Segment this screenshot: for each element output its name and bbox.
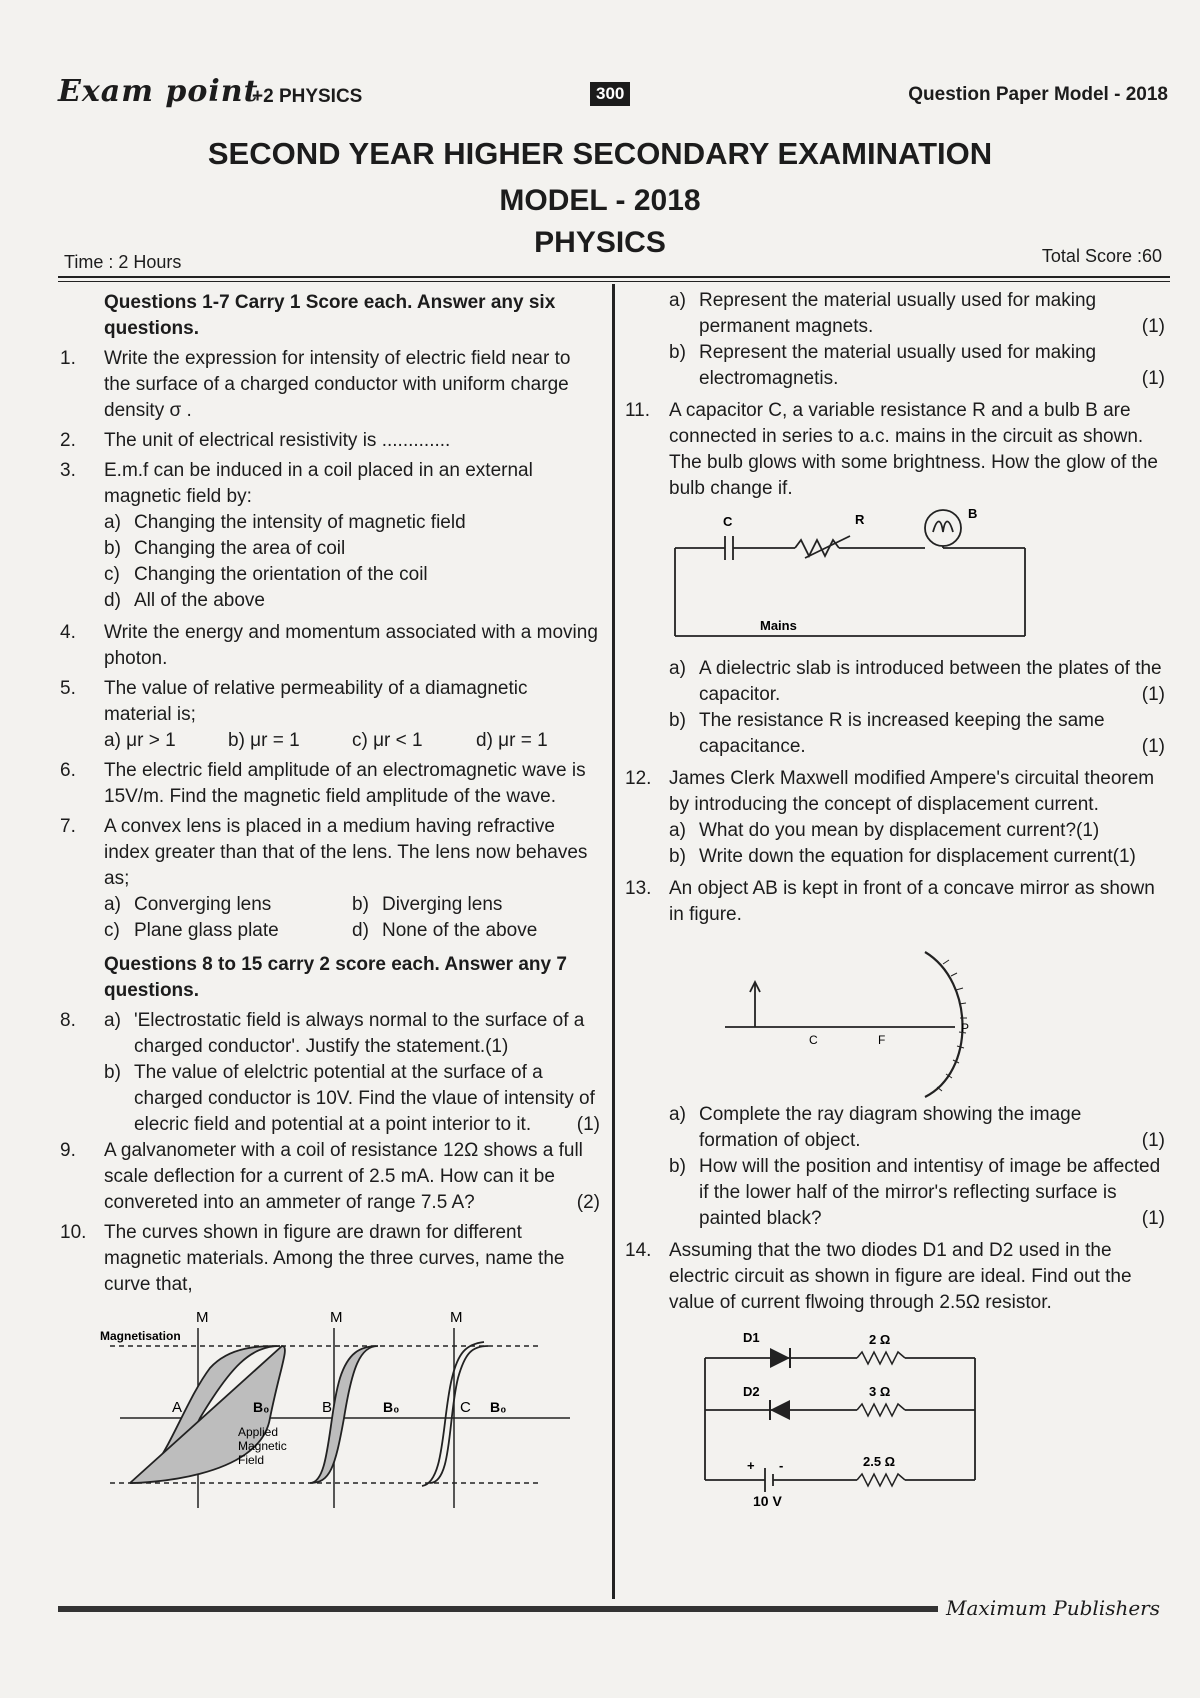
subject-label: +2 PHYSICS (252, 86, 363, 107)
right-column (625, 288, 1165, 1510)
applied-label: Applied (238, 1425, 279, 1439)
m-label-b: M (330, 1309, 343, 1326)
question-text: Write the expression for intensity of electric field near to the surface of a charged conductor with uniform charge density σ . (104, 348, 571, 421)
question-number: 5. (60, 678, 76, 699)
part-text: Write down the equation for displacement current(1) (699, 846, 1136, 867)
time-label: Time : 2 Hours (64, 252, 182, 272)
question-4 (60, 620, 600, 672)
option-b: b) μr = 1 (228, 730, 300, 751)
question-number: 9. (60, 1140, 76, 1161)
score: (1) (1141, 316, 1165, 337)
question-text: A capacitor C, a variable resistance R and a bulb B are connected in series to a.c. mains in the circuit as shown. The bulb glows with some brightness. How the glow of the bulb change if. (669, 400, 1158, 499)
q12-part-a: a) What do you mean by displacement current?(1) (669, 818, 1165, 844)
part-text: How will the position and intentisy of image be affected if the lower half of the mirror's reflecting surface is painted black? (699, 1156, 1161, 1229)
question-text: The unit of electrical resistivity is ............. (104, 430, 451, 451)
part-a: a) 'Electrostatic field is always normal to the surface of a charged conductor'. Justify the statement.(1) (104, 1008, 600, 1060)
option-c: c) Plane glass plate (104, 918, 352, 944)
part-text: Complete the ray diagram showing the image formation of object. (699, 1104, 1082, 1151)
q10-part-b: b) Represent the material usually used for making electromagnetis. (1) (669, 340, 1165, 392)
centre-label: C (809, 1033, 818, 1047)
magnetisation-label: Magnetisation (100, 1329, 181, 1343)
brand-logo: Exam point (58, 74, 259, 109)
option-text: Converging lens (134, 894, 272, 915)
part-text: The resistance R is increased keeping the same capacitance. (699, 710, 1105, 757)
plus-label: + (747, 1458, 755, 1473)
part-text: Represent the material usually used for making electromagnetis. (699, 342, 1097, 389)
footer-bar (58, 1606, 938, 1612)
part-text: 'Electrostatic field is always normal to the surface of a charged conductor'. Justify the statement.(1) (134, 1010, 585, 1057)
question-1 (60, 346, 600, 424)
question-number: 10. (60, 1222, 87, 1243)
question-number: 7. (60, 816, 76, 837)
question-6 (60, 758, 600, 810)
question-text: The curves shown in figure are drawn for different magnetic materials. Among the three curves, name the curve that, (104, 1222, 565, 1295)
option-a: a) μr > 1 (104, 730, 176, 751)
question-number: 1. (60, 348, 76, 369)
diode-d1 (770, 1348, 790, 1368)
diode-circuit-figure (625, 1320, 1165, 1510)
publisher-label: Maximum Publishers (946, 1596, 1160, 1620)
question-number: 13. (625, 878, 652, 899)
exam-title: SECOND YEAR HIGHER SECONDARY EXAMINATION (207, 136, 993, 171)
b0-label-b: B₀ (383, 1399, 400, 1415)
r1-label: 2 Ω (869, 1332, 891, 1347)
focus-label: F (878, 1033, 886, 1047)
question-2 (60, 428, 600, 454)
option-d: d) All of the above (104, 588, 600, 614)
question-9 (60, 1138, 600, 1216)
r3-label: 2.5 Ω (863, 1454, 896, 1469)
question-7-options (104, 892, 600, 944)
m-label-a: M (196, 1309, 209, 1326)
d1-label: D1 (743, 1330, 760, 1345)
curve-label-c: C (460, 1399, 471, 1416)
section-heading-2: Questions 8 to 15 carry 2 score each. Answer any 7 questions. (104, 954, 567, 1001)
option-d: d) μr = 1 (476, 730, 548, 751)
question-11 (625, 398, 1165, 502)
question-text: Assuming that the two diodes D1 and D2 used in the electric circuit as shown in figure are ideal. Find out the value of current flwoing through 2.5Ω resistor. (669, 1240, 1132, 1313)
concave-mirror (925, 952, 963, 1097)
option-text: Changing the orientation of the coil (134, 564, 428, 585)
part-text: The value of elelctric potential at the surface of a charged conductor is 10V. Find the vlaue of intensity of elecric field and potential at a point interior to it. (134, 1062, 595, 1135)
option-c: c) μr < 1 (352, 730, 423, 751)
q10-part-a: a) Represent the material usually used for making permanent magnets. (1) (669, 288, 1165, 340)
model-year: MODEL - 2018 (499, 184, 701, 217)
curve-b (310, 1346, 378, 1483)
question-number: 11. (625, 400, 651, 421)
curve-label-a: A (172, 1399, 183, 1416)
total-score-label: Total Score :60 (1041, 246, 1162, 266)
question-number: 8. (60, 1010, 76, 1031)
option-b: b) Changing the area of coil (104, 536, 600, 562)
minus-label: - (779, 1458, 784, 1473)
m-label-c: M (450, 1309, 463, 1326)
question-text: The electric field amplitude of an electromagnetic wave is 15V/m. Find the magnetic field amplitude of the wave. (104, 760, 586, 807)
field-label: Field (238, 1453, 265, 1467)
resistor-label: R (855, 512, 865, 527)
q13-part-a: a) Complete the ray diagram showing the image formation of object. (1) (669, 1102, 1165, 1154)
paper-model-label: Question Paper Model - 2018 (908, 84, 1168, 105)
question-5-options (104, 728, 600, 754)
page-number: 300 (590, 82, 630, 106)
q11-part-b: b) The resistance R is increased keeping the same capacitance. (1) (669, 708, 1165, 760)
question-number: 6. (60, 760, 76, 781)
hysteresis-figure (60, 1308, 600, 1523)
part-text: What do you mean by displacement current?(1) (699, 820, 1100, 841)
score: (1) (1141, 736, 1165, 757)
question-10 (60, 1220, 600, 1298)
score: (1) (1141, 684, 1165, 705)
option-a: a) Converging lens (104, 892, 352, 918)
part-b: b) The value of elelctric potential at the surface of a charged conductor is 10V. Find the vlaue of intensity of elecric field and potential at a point interior to it. (1) (104, 1060, 600, 1138)
option-a: a) Changing the intensity of magnetic field (104, 510, 600, 536)
question-text: A convex lens is placed in a medium having refractive index greater than that of the lens. The lens now behaves as; (104, 816, 588, 889)
q11-part-a: a) A dielectric slab is introduced between the plates of the capacitor. (1) (669, 656, 1165, 708)
header-divider-thin (58, 281, 1170, 282)
question-7 (60, 814, 600, 892)
capacitor-label: C (723, 514, 733, 529)
option-text: Changing the area of coil (134, 538, 346, 559)
rc-circuit-figure (625, 506, 1165, 656)
score: (1) (1141, 1130, 1165, 1151)
option-text: Plane glass plate (134, 920, 279, 941)
option-text: Changing the intensity of magnetic field (134, 512, 466, 533)
option-c: c) Changing the orientation of the coil (104, 562, 600, 588)
option-text: Diverging lens (382, 894, 503, 915)
score: (2) (576, 1192, 600, 1213)
left-column (60, 290, 600, 1523)
part-text: Represent the material usually used for making permanent magnets. (699, 290, 1097, 337)
question-number: 12. (625, 768, 652, 789)
question-number: 14. (625, 1240, 652, 1261)
question-text: An object AB is kept in front of a concave mirror as shown in figure. (669, 878, 1155, 925)
question-text: Write the energy and momentum associated with a moving photon. (104, 622, 598, 669)
option-b: b) Diverging lens (352, 892, 600, 918)
d2-label: D2 (743, 1384, 760, 1399)
question-14 (625, 1238, 1165, 1316)
magnetic-label: Magnetic (238, 1439, 287, 1453)
question-number: 2. (60, 430, 76, 451)
question-text: A galvanometer with a coil of resistance 12Ω shows a full scale deflection for a current of 2.5 mA. How can it be convereted into an ammeter of range 7.5 A? (104, 1140, 583, 1213)
question-text: E.m.f can be induced in a coil placed in an external magnetic field by: (104, 460, 533, 507)
section-heading-1: Questions 1-7 Carry 1 Score each. Answer any six questions. (104, 292, 556, 339)
question-number: 3. (60, 460, 76, 481)
question-number: 4. (60, 622, 76, 643)
voltage-label: 10 V (753, 1493, 782, 1509)
mains-label: Mains (760, 618, 797, 633)
header-divider (58, 276, 1170, 278)
b0-label-a: B₀ (253, 1399, 270, 1415)
option-d: d) None of the above (352, 918, 600, 944)
score: (1) (576, 1114, 600, 1135)
bulb-label: B (968, 506, 978, 521)
question-3 (60, 458, 600, 510)
q12-part-b: b) Write down the equation for displacement current(1) (669, 844, 1165, 870)
diode-d2 (770, 1400, 790, 1420)
option-text: All of the above (134, 590, 265, 611)
score: (1) (1141, 368, 1165, 389)
part-text: A dielectric slab is introduced between the plates of the capacitor. (699, 658, 1162, 705)
subject-title: PHYSICS (534, 226, 666, 259)
score: (1) (1141, 1208, 1165, 1229)
option-text: None of the above (382, 920, 538, 941)
variable-arrow (805, 536, 850, 558)
resistor-r (795, 540, 839, 556)
question-13 (625, 876, 1165, 928)
question-5 (60, 676, 600, 728)
question-text: James Clerk Maxwell modified Ampere's circuital theorem by introducing the concept of displacement current. (669, 768, 1155, 815)
concave-mirror-figure (625, 932, 1165, 1102)
b0-label-c: B₀ (490, 1399, 507, 1415)
q13-part-b: b) How will the position and intentisy of image be affected if the lower half of the mirror's reflecting surface is painted black? (1) (669, 1154, 1165, 1232)
curve-label-b: B (322, 1399, 333, 1416)
r2-label: 3 Ω (869, 1384, 891, 1399)
question-12 (625, 766, 1165, 818)
question-8 (60, 1008, 600, 1138)
column-divider (612, 284, 615, 1599)
pole-label: P (961, 1021, 970, 1035)
question-text: The value of relative permeability of a diamagnetic material is; (104, 678, 528, 725)
